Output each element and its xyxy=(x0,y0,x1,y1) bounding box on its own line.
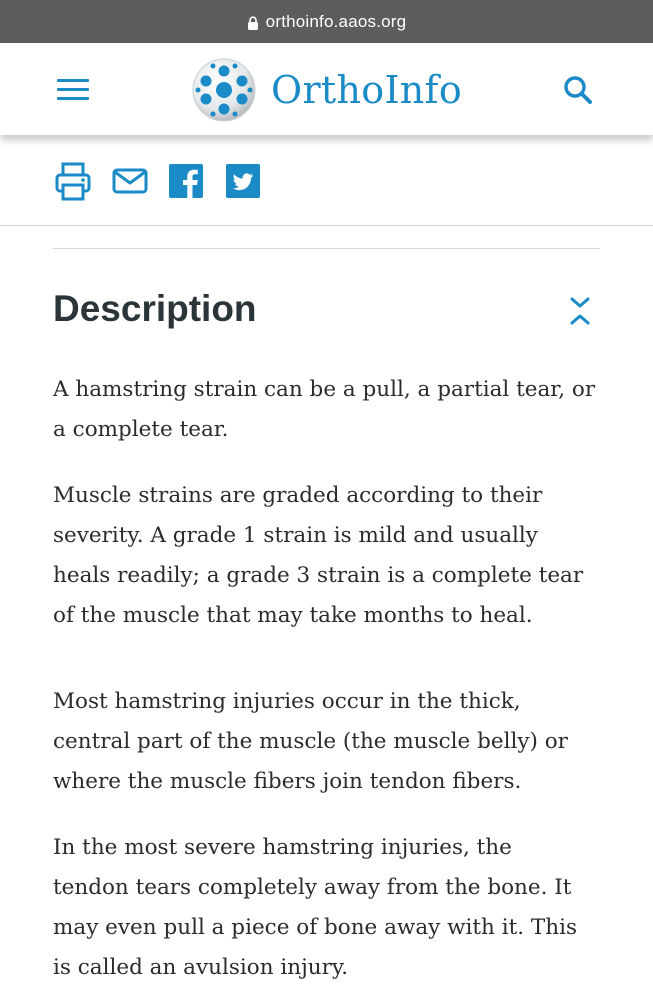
logo-text: OrthoInfo xyxy=(271,68,463,112)
url-text: orthoinfo.aaos.org xyxy=(265,11,407,31)
paragraph: A hamstring strain can be a pull, a partial tear, or a complete tear. xyxy=(53,377,596,442)
search-icon[interactable] xyxy=(562,74,594,106)
email-icon[interactable] xyxy=(112,168,148,194)
paragraph: In the most severe hamstring injuries, the tendon tears completely away from the bone. It may even pull a piece of bone away with it. This is called an avulsion injury. xyxy=(53,835,578,980)
print-icon[interactable] xyxy=(55,162,91,202)
browser-url-bar[interactable] xyxy=(0,0,653,43)
orthoinfo-logo-icon xyxy=(191,57,257,123)
description-content xyxy=(53,370,613,988)
twitter-icon[interactable] xyxy=(226,164,260,198)
hamburger-menu-icon[interactable] xyxy=(57,79,89,101)
site-header xyxy=(0,43,653,135)
paragraph: Muscle strains are graded according to their severity. A grade 1 strain is mild and usually heals readily; a grade 3 strain is a complete tear of the muscle that may take months to heal. xyxy=(53,483,584,628)
paragraph: Most hamstring injuries occur in the thick, central part of the muscle (the muscle belly) or where the muscle fibers join tendon fibers. xyxy=(53,689,568,794)
site-logo[interactable] xyxy=(191,56,462,124)
facebook-icon[interactable] xyxy=(169,164,203,198)
collapse-chevrons-icon[interactable] xyxy=(568,296,592,326)
share-toolbar xyxy=(0,135,653,226)
lock-icon xyxy=(247,16,259,30)
section-divider xyxy=(53,248,600,249)
section-title: Description xyxy=(53,288,257,329)
